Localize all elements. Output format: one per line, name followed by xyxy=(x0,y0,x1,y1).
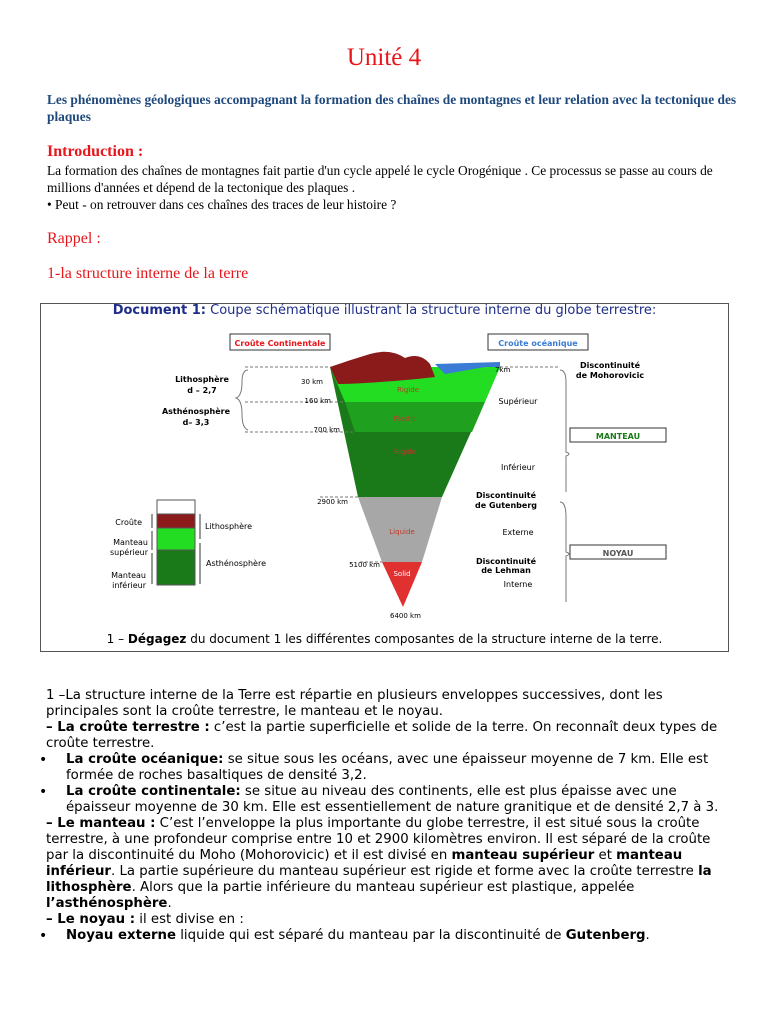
noyau-externe-text: liquide qui est séparé du manteau par la discontinuité de xyxy=(176,928,566,943)
lithosphere-density: d – 2,7 xyxy=(187,386,217,395)
noyau-externe-term: Noyau externe xyxy=(66,928,177,943)
document-question xyxy=(40,632,729,646)
gutenberg-term: Gutenberg xyxy=(565,928,646,943)
intro-question: • Peut - on retrouver dans ces chaînes des traces de leur histoire ? xyxy=(47,197,397,212)
small-astheno-label: Asthénosphère xyxy=(206,559,267,568)
continental-crust-label: Croûte Continentale xyxy=(234,339,326,348)
asthenosphere-term: l’asthénosphère xyxy=(46,896,168,911)
document-caption-text: Coupe schématique illustrant la structure interne du globe terrestre: xyxy=(206,303,657,318)
manteau-heading: – Le manteau : xyxy=(46,816,156,831)
depth-30: 30 km xyxy=(300,378,323,386)
intro-paragraph xyxy=(47,162,727,213)
document-caption xyxy=(40,303,729,318)
superieur-label: Supérieur xyxy=(498,397,538,406)
noyau-label: NOYAU xyxy=(602,549,634,558)
liquide-label: Liquide xyxy=(389,528,415,536)
plastic-label: Plastic xyxy=(393,415,417,423)
depth-5100: 5100 km xyxy=(349,561,380,569)
noyau-paragraph xyxy=(46,912,722,928)
moho-label-2: de Mohorovicic xyxy=(575,371,645,380)
intro-text: La formation des chaînes de montagnes fait partie d'un cycle appelé le cycle Orogénique . Ce processus se passe au cours de millions d'années et dépend de la tectonique des plaques . xyxy=(47,163,713,195)
noyau-externe-end: . xyxy=(645,928,650,943)
inner-core-layer xyxy=(382,562,422,607)
continental-crust-item xyxy=(46,784,722,816)
manteau-et: et xyxy=(594,848,617,863)
manteau-text-2: . La partie supérieure du manteau supérieur est rigide et forme avec la croûte terrestre xyxy=(111,864,699,879)
noyau-text: il est divise en : xyxy=(135,912,244,927)
noyau-externe-item xyxy=(46,928,722,944)
intro-heading: Introduction : xyxy=(47,143,144,160)
depth-160: 160 km xyxy=(304,397,331,405)
small-upper-mantle xyxy=(157,528,195,550)
rigide-label-1: Rigide xyxy=(397,386,419,394)
asthenosphere-label: Asthénosphère xyxy=(161,407,231,416)
depth-2900: 2900 km xyxy=(317,498,348,506)
lithosphere-term: la lithosphère xyxy=(46,864,712,895)
manteau-inferieur-term: manteau inférieur xyxy=(46,848,683,879)
small-manteau-sup-label-2: supérieur xyxy=(109,548,148,557)
continental-crust-text: se situe au niveau des continents, elle est plus épaisse avec une épaisseur moyenne de 30 km. Elle est essentiellement de nature granitique et de densité 2,7 à 3. xyxy=(66,784,719,815)
gutenberg-label-1: Discontinuité xyxy=(475,491,537,500)
question-text: du document 1 les différentes composantes de la structure interne de la terre. xyxy=(186,632,663,646)
manteau-superieur-term: manteau supérieur xyxy=(451,848,595,863)
small-crust xyxy=(157,514,195,528)
small-litho-label: Lithosphère xyxy=(205,522,253,531)
small-croute-label: Croûte xyxy=(115,518,142,527)
manteau-paragraph xyxy=(46,816,722,912)
question-prefix: 1 – xyxy=(106,632,128,646)
asthenosphere-density: d– 3,3 xyxy=(182,418,210,427)
document-label: Document 1: xyxy=(112,303,206,318)
lithosphere-label: Lithosphère xyxy=(175,375,229,384)
body-intro: 1 –La structure interne de la Terre est répartie en plusieurs enveloppes successives, dont les principales sont la croûte terrestre, le manteau et le noyau. xyxy=(46,688,663,719)
oceanic-crust-item xyxy=(46,752,722,784)
solid-label: Solid xyxy=(393,570,411,578)
gutenberg-label-2: de Gutenberg xyxy=(475,501,537,510)
depth-6400: 6400 km xyxy=(390,612,421,620)
small-manteau-sup-label-1: Manteau xyxy=(113,538,148,547)
croute-heading: – La croûte terrestre : xyxy=(46,720,210,735)
rigide-label-2: Rigide xyxy=(394,448,416,456)
externe-label: Externe xyxy=(502,528,534,537)
small-manteau-inf-label-1: Manteau xyxy=(111,571,146,580)
continental-crust-term: La croûte continentale: xyxy=(66,784,241,799)
moho-label-1: Discontinuité xyxy=(579,361,641,370)
rappel-heading: Rappel : xyxy=(47,230,101,247)
manteau-text-1: C’est l’enveloppe la plus importante du globe terrestre, il est situé sous la croûte terrestre, à une profondeur comprise entre 10 et 2900 kilomètres environ. Il est séparé de la croûte par la discontinuité du Moho (Mohorovicic) et il est divisé en xyxy=(46,816,711,863)
noyau-heading: – Le noyau : xyxy=(46,912,136,927)
question-verb: Dégagez xyxy=(127,632,187,646)
manteau-label: MANTEAU xyxy=(595,432,641,441)
manteau-text-3: . Alors que la partie inférieure du manteau supérieur est plastique, appelée xyxy=(131,880,635,895)
depth-700: 700 km xyxy=(313,426,340,434)
body-text xyxy=(46,688,722,944)
lehman-label-1: Discontinuité xyxy=(475,557,537,566)
croute-text: c’est la partie superficielle et solide de la terre. On reconnaît deux types de croûte terrestre. xyxy=(46,720,718,751)
section-heading: 1-la structure interne de la terre xyxy=(47,265,249,282)
small-lower-mantle xyxy=(157,550,195,585)
croute-paragraph xyxy=(46,720,722,752)
oceanic-crust-text: se situe sous les océans, avec une épaisseur moyenne de 7 km. Elle est formée de roches basaltiques de densité 3,2. xyxy=(66,752,709,783)
subtitle: Les phénomènes géologiques accompagnant la formation des chaînes de montagnes et leur relation avec la tectonique des plaques xyxy=(47,92,737,124)
page-title: Unité 4 xyxy=(346,44,422,71)
earth-structure-diagram xyxy=(90,322,710,622)
small-manteau-inf-label-2: inférieur xyxy=(112,581,146,590)
interne-label: Interne xyxy=(503,580,533,589)
oceanic-crust-term: La croûte océanique: xyxy=(66,752,224,767)
oceanic-crust-label: Croûte océanique xyxy=(498,339,578,348)
manteau-text-4: . xyxy=(167,896,172,911)
lehman-label-2: de Lehman xyxy=(481,566,531,575)
depth-7: 7km xyxy=(495,366,511,374)
inferieur-label: Inférieur xyxy=(501,463,535,472)
